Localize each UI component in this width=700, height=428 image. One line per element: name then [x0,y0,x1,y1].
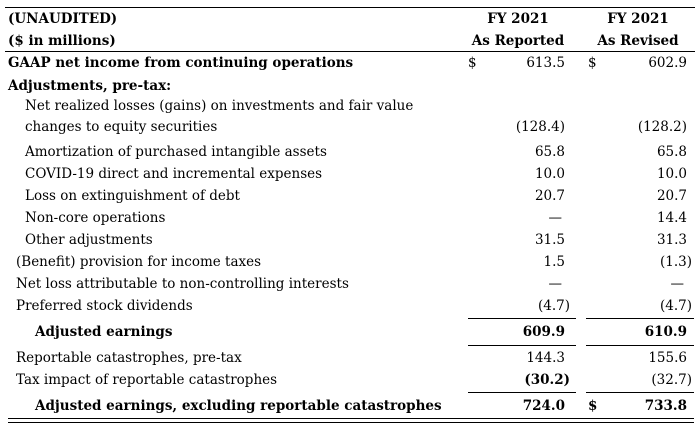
row-label-line1: Net realized losses (gains) on investments and fair value [25,98,414,114]
row-label: COVID-19 direct and incremental expenses [25,166,323,182]
col2-value: 10.0 [656,166,687,182]
subtotal-rule-col2 [586,318,694,319]
col2-header-year: FY 2021 [607,11,669,27]
col2-header-label: As Revised [597,33,679,49]
col1-value: 20.7 [534,188,565,204]
row-other-adjustments [0,229,700,251]
col2-value: 610.9 [644,324,687,340]
row-net-realized-line1 [0,95,700,117]
col2-dollar-sign: $ [588,398,598,414]
row-adjusted-earnings-ex-catastrophes [0,395,700,417]
col1-value: (30.2) [524,372,570,388]
row-label: Adjusted earnings [35,324,173,340]
col1-dollar-sign: $ [468,55,477,71]
col1-value: 1.5 [543,254,565,270]
row-tax-impact [0,369,700,391]
row-label: Preferred stock dividends [16,298,193,314]
row-net-realized [0,116,700,138]
col2-value: (128.2) [637,119,687,135]
row-label: Adjusted earnings, excluding reportable catastrophes [35,398,442,414]
row-adjustments-title [0,75,700,97]
col2-value: 14.4 [656,210,687,226]
row-label: (Benefit) provision for income taxes [16,254,262,270]
row-label: Tax impact of reportable catastrophes [16,372,278,388]
total-rule-col1 [468,345,576,346]
col2-value: (1.3) [659,254,692,270]
col1-value: 724.0 [522,398,565,414]
row-label: Amortization of purchased intangible assets [25,144,327,160]
col2-value: 65.8 [656,144,687,160]
col2-value: 20.7 [656,188,687,204]
row-debt [0,185,700,207]
row-noncontrolling-interests [0,273,700,295]
row-label: Non-core operations [25,210,166,226]
col1-value: 10.0 [534,166,565,182]
row-label: Other adjustments [25,232,153,248]
col1-value: 144.3 [526,350,565,366]
row-amortization [0,141,700,163]
row-label: Loss on extinguishment of debt [25,188,240,204]
section-title: Adjustments, pre-tax: [8,78,172,94]
row-label: GAAP net income from continuing operations [8,55,354,71]
row-covid [0,163,700,185]
total-rule-col2 [586,345,694,346]
col1-value: 609.9 [522,324,565,340]
subtotal2-rule-col1 [468,392,576,393]
row-noncore [0,207,700,229]
row-adjusted-earnings [0,321,700,343]
col2-value: (32.7) [651,372,692,388]
col1-header-label: As Reported [471,33,565,49]
col1-value: (4.7) [537,298,570,314]
col1-value: — [548,210,562,226]
header-units: ($ in millions) [8,33,116,49]
col1-header-year: FY 2021 [487,11,549,27]
row-label-line2: changes to equity securities [25,119,218,135]
row-label: Net loss attributable to non-controlling interests [16,276,349,292]
col2-value: 31.3 [656,232,687,248]
col1-value: 65.8 [534,144,565,160]
col2-value: 155.6 [648,350,687,366]
col2-value: (4.7) [659,298,692,314]
col1-value: 613.5 [526,55,565,71]
col1-value: (128.4) [515,119,565,135]
col2-value: 733.8 [644,398,687,414]
header-unaudited: (UNAUDITED) [8,11,118,27]
subtotal-rule-col1 [468,318,576,319]
row-gaap-net-income [0,52,700,74]
row-preferred-dividends [0,295,700,317]
col2-value: — [670,276,684,292]
col1-value: 31.5 [534,232,565,248]
row-catastrophes [0,347,700,369]
col2-dollar-sign: $ [588,55,597,71]
row-label: Reportable catastrophes, pre-tax [16,350,242,366]
subtotal2-rule-col2 [586,392,694,393]
col2-value: 602.9 [648,55,687,71]
grand-total-double-rule [8,418,694,423]
col1-value: — [548,276,562,292]
row-income-taxes [0,251,700,273]
